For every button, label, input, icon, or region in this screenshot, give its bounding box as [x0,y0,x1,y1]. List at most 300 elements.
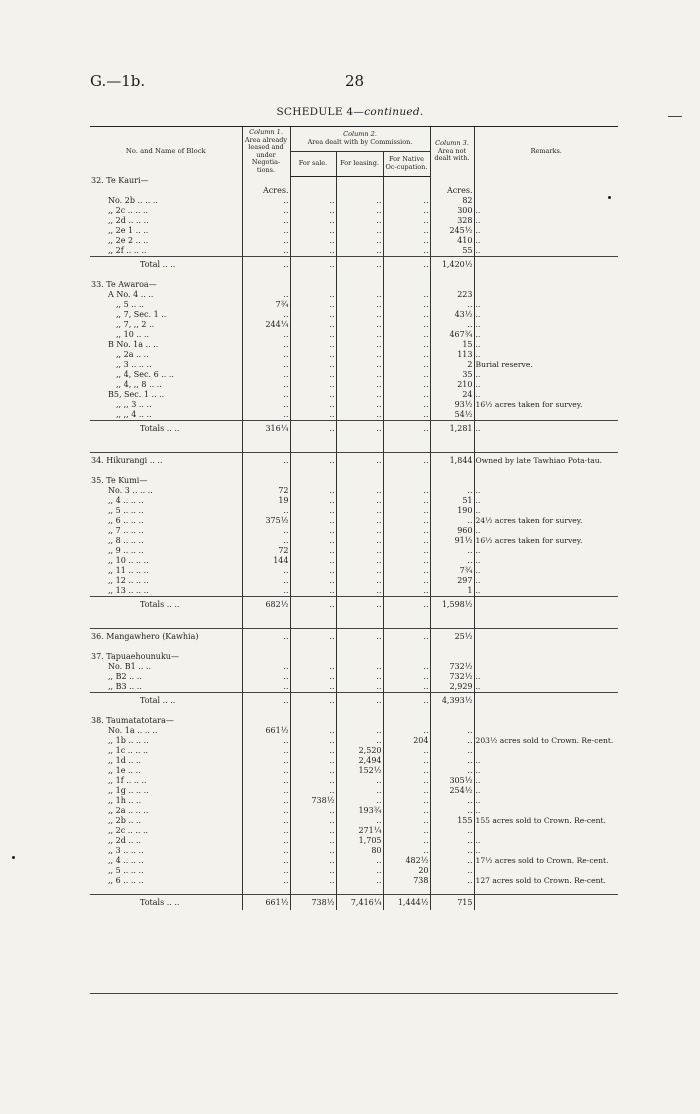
area-cell-c3: .. [336,776,383,786]
area-cell-c4: .. [383,300,430,310]
area-cell-c5: 254½ [430,786,474,796]
area-cell-c5: 297 [430,576,474,586]
table-row [90,682,618,693]
area-cell-c4: 738 [383,876,430,886]
remarks-cell [474,746,618,756]
area-cell-c1: 661½ [242,895,290,911]
area-cell-c4: .. [383,526,430,536]
remarks-cell: .. [474,236,618,246]
area-cell-c3: 193¾ [336,806,383,816]
area-cell-c4: .. [383,597,430,613]
area-cell-c4: .. [383,726,430,736]
area-cell-c3: .. [336,566,383,576]
area-cell-c1: .. [242,746,290,756]
block-name: ,, 6 .. .. .. [108,516,144,525]
area-cell-c4 [383,186,430,196]
area-cell-c3 [336,176,383,186]
area-cell-c5 [430,476,474,486]
area-cell-c2: .. [290,693,336,709]
block-name: No. B1 .. .. [108,662,151,671]
table-row [90,468,618,476]
area-cell-c1: .. [242,506,290,516]
area-cell-c1: 244¼ [242,320,290,330]
area-cell-c1 [242,716,290,726]
area-cell-c2: .. [290,682,336,693]
area-cell-c5: .. [430,300,474,310]
area-cell-c5: 190 [430,506,474,516]
area-cell-c3: .. [336,300,383,310]
area-cell-c4: .. [383,556,430,566]
table-row [90,506,618,516]
area-cell-c1: .. [242,776,290,786]
area-cell-c3: 2,494 [336,756,383,766]
area-cell-c2: .. [290,300,336,310]
area-cell-c4: .. [383,246,430,257]
area-cell-c4 [383,476,430,486]
area-cell-c5: 467¾ [430,330,474,340]
area-cell-c1: .. [242,310,290,320]
table-row [90,566,618,576]
area-cell-c2 [290,716,336,726]
block-name: Totals .. .. [90,421,242,437]
remarks-cell: .. [474,566,618,576]
area-cell-c2: .. [290,526,336,536]
area-cell-c3: .. [336,576,383,586]
area-cell-c2: .. [290,876,336,886]
area-cell-c3: .. [336,257,383,273]
area-cell-c2: .. [290,516,336,526]
table-row [90,453,618,469]
area-cell-c2: .. [290,236,336,246]
table-row [90,257,618,273]
area-cell-c3: .. [336,340,383,350]
area-cell-c1: Acres. [242,186,290,196]
area-cell-c1 [242,476,290,486]
area-cell-c3: .. [336,586,383,597]
area-cell-c2: .. [290,726,336,736]
area-cell-c2 [290,186,336,196]
area-cell-c1: .. [242,390,290,400]
table-row [90,776,618,786]
area-cell-c5: 732½ [430,672,474,682]
table-row [90,597,618,613]
remarks-cell: .. [474,310,618,320]
area-cell-c3: .. [336,726,383,736]
area-cell-c3: .. [336,206,383,216]
block-name: No. 3 .. .. .. [108,486,153,495]
table-row [90,708,618,716]
remarks-cell [474,476,618,486]
area-cell-c2: .. [290,836,336,846]
table-row [90,786,618,796]
area-cell-c4: .. [383,566,430,576]
area-cell-c4: .. [383,806,430,816]
area-cell-c5: .. [430,866,474,876]
schedule-table [90,126,618,910]
area-cell-c3: .. [336,506,383,516]
table-row [90,370,618,380]
remarks-cell: 24½ acres taken for survey. [474,516,618,526]
area-cell-c2 [290,476,336,486]
area-cell-c5: .. [430,546,474,556]
area-cell-c4: .. [383,672,430,682]
area-cell-c2: 738½ [290,895,336,911]
header-column-2: Column 2. Area dealt with by Commission. [290,127,430,152]
area-cell-c1: .. [242,826,290,836]
area-cell-c5: .. [430,736,474,746]
area-cell-c1: .. [242,866,290,876]
area-cell-c4: .. [383,506,430,516]
area-cell-c1: 7¾ [242,300,290,310]
area-cell-c3: .. [336,496,383,506]
area-cell-c4: .. [383,380,430,390]
block-name: ,, 4 .. .. .. [108,496,144,505]
area-cell-c2: .. [290,866,336,876]
table-row [90,693,618,709]
area-cell-c4 [383,280,430,290]
block-name: ,, 2a .. .. [116,350,149,359]
remarks-cell [474,716,618,726]
area-cell-c3: .. [336,350,383,360]
area-cell-c1: .. [242,536,290,546]
area-cell-c1: 316¼ [242,421,290,437]
area-cell-c5: 1,844 [430,453,474,469]
area-cell-c1: .. [242,806,290,816]
area-cell-c1: .. [242,360,290,370]
area-cell-c4: .. [383,310,430,320]
table-bottom-rule [90,993,618,994]
block-name: Total .. .. [90,693,242,709]
area-cell-c3: .. [336,682,383,693]
area-cell-c4: .. [383,486,430,496]
area-cell-c4: .. [383,360,430,370]
area-cell-c3: .. [336,486,383,496]
block-name: ,, 13 .. .. .. [108,586,149,595]
area-cell-c1: .. [242,257,290,273]
block-name: ,, 7, ,, 2 .. [116,320,155,329]
area-cell-c5: 960 [430,526,474,536]
area-cell-c1: .. [242,410,290,421]
block-name: A No. 4 .. .. [108,290,154,299]
area-cell-c4: .. [383,766,430,776]
block-name: ,, 10 .. .. .. [108,556,149,565]
area-cell-c2 [290,652,336,662]
area-cell-c2: .. [290,586,336,597]
area-cell-c2: .. [290,246,336,257]
area-cell-c2: .. [290,360,336,370]
area-cell-c1: .. [242,629,290,645]
remarks-cell: 16½ acres taken for survey. [474,400,618,410]
area-cell-c3: .. [336,597,383,613]
area-cell-c1: .. [242,736,290,746]
remarks-cell: .. [474,206,618,216]
area-cell-c5: .. [430,826,474,836]
area-cell-c2: .. [290,597,336,613]
block-name: ,, 9 .. .. .. [108,546,144,555]
area-cell-c1: .. [242,836,290,846]
area-cell-c5: .. [430,846,474,856]
remarks-cell [474,176,618,186]
area-cell-c3: 271¼ [336,826,383,836]
area-cell-c3: .. [336,693,383,709]
area-cell-c4: .. [383,236,430,246]
area-cell-c4: .. [383,576,430,586]
header-column-1: Column 1. Area already leased and under Negotia-tions. [242,127,290,177]
remarks-cell: 17½ acres sold to Crown. Re-cent. [474,856,618,866]
area-cell-c1: .. [242,756,290,766]
remarks-cell: .. [474,846,618,856]
remarks-cell: .. [474,796,618,806]
block-name: ,, 7 .. .. .. [108,526,144,535]
area-cell-c2: .. [290,536,336,546]
block-name [90,186,242,196]
block-name: ,, 1b .. .. .. [108,736,149,745]
area-cell-c5: 410 [430,236,474,246]
table-row [90,746,618,756]
area-cell-c2: .. [290,766,336,776]
table-row [90,176,618,186]
block-name: 34. Hikurangi .. .. [90,453,242,469]
header-column-3: Column 3. Area not dealt with. [430,127,474,177]
remarks-cell: .. [474,330,618,340]
area-cell-c5: 35 [430,370,474,380]
area-cell-c3: .. [336,876,383,886]
area-cell-c3: .. [336,246,383,257]
area-cell-c1: .. [242,246,290,257]
table-row [90,716,618,726]
area-cell-c4: .. [383,390,430,400]
area-cell-c3 [336,476,383,486]
area-cell-c1: .. [242,350,290,360]
area-cell-c2: .. [290,672,336,682]
area-cell-c5 [430,176,474,186]
block-name: ,, 7, Sec. 1 .. [116,310,167,319]
area-cell-c3: .. [336,400,383,410]
area-cell-c5: .. [430,486,474,496]
area-cell-c1: .. [242,693,290,709]
area-cell-c5: 93½ [430,400,474,410]
area-cell-c3: .. [336,310,383,320]
table-row [90,476,618,486]
area-cell-c5: 55 [430,246,474,257]
area-cell-c1: 72 [242,546,290,556]
area-cell-c2: .. [290,340,336,350]
area-cell-c1: .. [242,400,290,410]
area-cell-c2: .. [290,390,336,400]
area-cell-c4: 1,444½ [383,895,430,911]
table-row [90,886,618,895]
area-cell-c3: .. [336,370,383,380]
remarks-cell: .. [474,496,618,506]
area-cell-c1: .. [242,453,290,469]
header-for-leasing: For leasing. [336,151,383,176]
area-cell-c1: .. [242,856,290,866]
table-row [90,856,618,866]
area-cell-c1: 682½ [242,597,290,613]
remarks-cell: .. [474,672,618,682]
block-name: 38. Taumatatotara— [91,716,174,725]
table-row [90,816,618,826]
remarks-cell [474,662,618,672]
area-cell-c5: 2 [430,360,474,370]
area-cell-c1: .. [242,586,290,597]
area-cell-c2: .. [290,756,336,766]
block-name: ,, 2c .. .. .. [108,826,149,835]
area-cell-c3: .. [336,320,383,330]
area-cell-c2: .. [290,330,336,340]
remarks-cell: .. [474,836,618,846]
area-cell-c3: .. [336,290,383,300]
area-cell-c2: .. [290,320,336,330]
header-remarks: Remarks. [474,127,618,177]
remarks-cell: .. [474,546,618,556]
area-cell-c2: .. [290,746,336,756]
area-cell-c4: .. [383,206,430,216]
remarks-cell [474,652,618,662]
remarks-cell [474,410,618,421]
area-cell-c2: .. [290,556,336,566]
table-row [90,556,618,566]
area-cell-c4: 204 [383,736,430,746]
remarks-cell: 155 acres sold to Crown. Re-cent. [474,816,618,826]
area-cell-c2: .. [290,629,336,645]
area-cell-c2: .. [290,496,336,506]
ink-dot [12,856,15,859]
area-cell-c5: .. [430,806,474,816]
area-cell-c3: .. [336,536,383,546]
remarks-cell: .. [474,586,618,597]
area-cell-c2: .. [290,576,336,586]
table-row [90,246,618,257]
area-cell-c3: .. [336,330,383,340]
area-cell-c4: .. [383,496,430,506]
area-cell-c1: .. [242,330,290,340]
block-name: ,, 5 .. .. .. [108,506,144,515]
table-row [90,766,618,776]
area-cell-c1: .. [242,672,290,682]
area-cell-c5: 732½ [430,662,474,672]
document-reference: G.—1b. [90,72,146,90]
remarks-cell: .. [474,226,618,236]
table-row [90,756,618,766]
area-cell-c1: .. [242,786,290,796]
block-name: 37. Tapuaehounuku— [91,652,179,661]
area-cell-c3: .. [336,196,383,206]
remarks-cell: .. [474,486,618,496]
remarks-cell: .. [474,806,618,816]
block-name: Totals .. .. [90,597,242,613]
area-cell-c2: .. [290,421,336,437]
remarks-cell [474,726,618,736]
remarks-cell [474,280,618,290]
area-cell-c1: 661½ [242,726,290,736]
block-name: ,, 1h .. .. [108,796,142,805]
area-cell-c5 [430,716,474,726]
area-cell-c2: .. [290,206,336,216]
area-cell-c2: .. [290,370,336,380]
remarks-cell: .. [474,786,618,796]
area-cell-c3: 1,705 [336,836,383,846]
area-cell-c3 [336,186,383,196]
block-name: ,, B3 .. .. [108,682,142,691]
area-cell-c2: .. [290,410,336,421]
remarks-cell: .. [474,216,618,226]
table-row [90,629,618,645]
area-cell-c2: .. [290,400,336,410]
area-cell-c1: .. [242,216,290,226]
table-row [90,866,618,876]
area-cell-c4: .. [383,693,430,709]
area-cell-c2: .. [290,786,336,796]
block-name: ,, 2d .. .. [108,836,142,845]
area-cell-c1: .. [242,226,290,236]
remarks-cell: Burial reserve. [474,360,618,370]
table-row [90,350,618,360]
block-name: B No. 1a .. .. [108,340,159,349]
area-cell-c2: .. [290,806,336,816]
area-cell-c2: .. [290,350,336,360]
table-row [90,662,618,672]
table-row [90,536,618,546]
area-cell-c2: .. [290,546,336,556]
table-row [90,612,618,629]
table-row [90,806,618,816]
block-name: ,, 2d .. .. .. [108,216,149,225]
remarks-cell [474,629,618,645]
block-name: ,, 6 .. .. .. [108,876,144,885]
table-row [90,400,618,410]
area-cell-c1: 72 [242,486,290,496]
remarks-cell: .. [474,576,618,586]
block-name: ,, 12 .. .. .. [108,576,149,585]
area-cell-c5: 300 [430,206,474,216]
block-name: ,, 4, ,, 8 .. .. [116,380,162,389]
area-cell-c5: .. [430,556,474,566]
area-cell-c2: .. [290,486,336,496]
area-cell-c3: .. [336,380,383,390]
area-cell-c2: .. [290,662,336,672]
remarks-cell: Owned by late Tawhiao Pota-tau. [474,453,618,469]
remarks-cell [474,895,618,911]
area-cell-c2: .. [290,846,336,856]
remarks-cell: .. [474,776,618,786]
area-cell-c5: 91½ [430,536,474,546]
schedule-title: SCHEDULE 4—continued. [276,106,424,118]
block-name: ,, 1f .. .. .. [108,776,147,785]
area-cell-c4: .. [383,786,430,796]
block-name: No. 2b .. .. .. [108,196,158,205]
area-cell-c3: .. [336,410,383,421]
block-name: B5, Sec. 1 .. .. [108,390,165,399]
area-cell-c1: .. [242,370,290,380]
area-cell-c4: .. [383,350,430,360]
area-cell-c3: .. [336,360,383,370]
area-cell-c4: .. [383,586,430,597]
remarks-cell [474,186,618,196]
remarks-cell [474,866,618,876]
area-cell-c3: .. [336,546,383,556]
area-cell-c3: .. [336,390,383,400]
table-row [90,280,618,290]
remarks-cell: 127 acres sold to Crown. Re-cent. [474,876,618,886]
block-name: Totals .. .. [90,895,242,911]
area-cell-c5: .. [430,766,474,776]
area-cell-c4: .. [383,826,430,836]
area-cell-c1 [242,280,290,290]
block-name: ,, 2c .. .. .. [108,206,149,215]
remarks-cell: .. [474,340,618,350]
area-cell-c2: .. [290,816,336,826]
